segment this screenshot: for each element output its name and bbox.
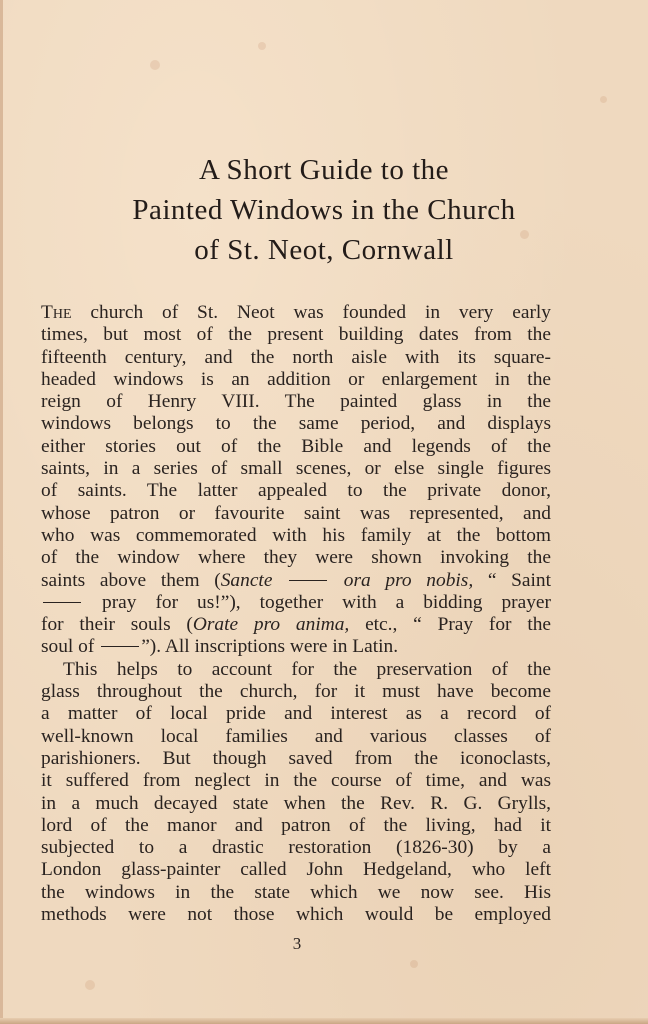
blank-dash xyxy=(101,646,139,647)
page-number: 3 xyxy=(292,934,302,953)
text-line: saints above them (Sancte ora pro nobis, “ Saint xyxy=(41,569,551,591)
body-text xyxy=(41,302,551,926)
text-line: subjected to a drastic restoration (1826-30) by a xyxy=(41,837,551,859)
text-line: whose patron or favourite saint was represented, and xyxy=(41,502,551,524)
title-line-3: of St. Neot, Cornwall xyxy=(194,234,454,266)
text-line: parishioners. But though saved from the iconoclasts, xyxy=(41,747,551,769)
text-line: times, but most of the present building dates from the xyxy=(41,324,551,346)
blank-dash xyxy=(43,602,81,603)
text-line: pray for us!”), together with a bidding prayer xyxy=(41,592,551,614)
text-line: who was commemorated with his family at the bottom xyxy=(41,524,551,546)
page-edge xyxy=(0,0,3,1024)
page-bottom-edge xyxy=(0,1018,648,1024)
text-line: London glass-painter called John Hedgeland, who left xyxy=(41,859,551,881)
foxing-spot xyxy=(600,96,607,103)
foxing-spot xyxy=(85,980,95,990)
text-line: a matter of local pride and interest as a record of xyxy=(41,703,551,725)
text-line: The church of St. Neot was founded in very early xyxy=(41,302,551,323)
text-line: glass throughout the church, for it must have become xyxy=(41,681,551,703)
text-line: either stories out of the Bible and legends of the xyxy=(41,435,551,457)
text-line: it suffered from neglect in the course of time, and was xyxy=(41,770,551,792)
text-line: windows belongs to the same period, and displays xyxy=(41,413,551,435)
opening-word: The xyxy=(41,302,72,323)
text-line: fifteenth century, and the north aisle with its square- xyxy=(41,346,551,368)
blank-dash xyxy=(289,580,327,581)
title-line-1: A Short Guide to the xyxy=(198,154,450,186)
text-line: the windows in the state which we now see. His xyxy=(41,881,551,903)
title-line-2: Painted Windows in the Church xyxy=(132,194,516,226)
text-line: headed windows is an addition or enlargement in the xyxy=(41,368,551,390)
page-title xyxy=(30,150,618,270)
foxing-spot xyxy=(150,60,160,70)
text-line: soul of ”). All inscriptions were in Latin. xyxy=(41,636,399,658)
text-line: methods were not those which would be employed xyxy=(41,904,551,926)
text-line: of saints. The latter appealed to the private donor, xyxy=(41,480,551,502)
foxing-spot xyxy=(258,42,266,50)
text-line: well-known local families and various classes of xyxy=(41,725,551,747)
foxing-spot xyxy=(410,960,418,968)
text-line: This helps to account for the preservation of the xyxy=(63,658,551,680)
text-line: in a much decayed state when the Rev. R. G. Grylls, xyxy=(41,792,551,814)
text-line: lord of the manor and patron of the living, had it xyxy=(41,814,551,836)
text-line: reign of Henry VIII. The painted glass in the xyxy=(41,391,551,413)
text-line: of the window where they were shown invoking the xyxy=(41,547,551,569)
text-line: for their souls (Orate pro anima, etc., “ Pray for the xyxy=(41,614,551,636)
text-line: saints, in a series of small scenes, or else single figures xyxy=(41,458,551,480)
